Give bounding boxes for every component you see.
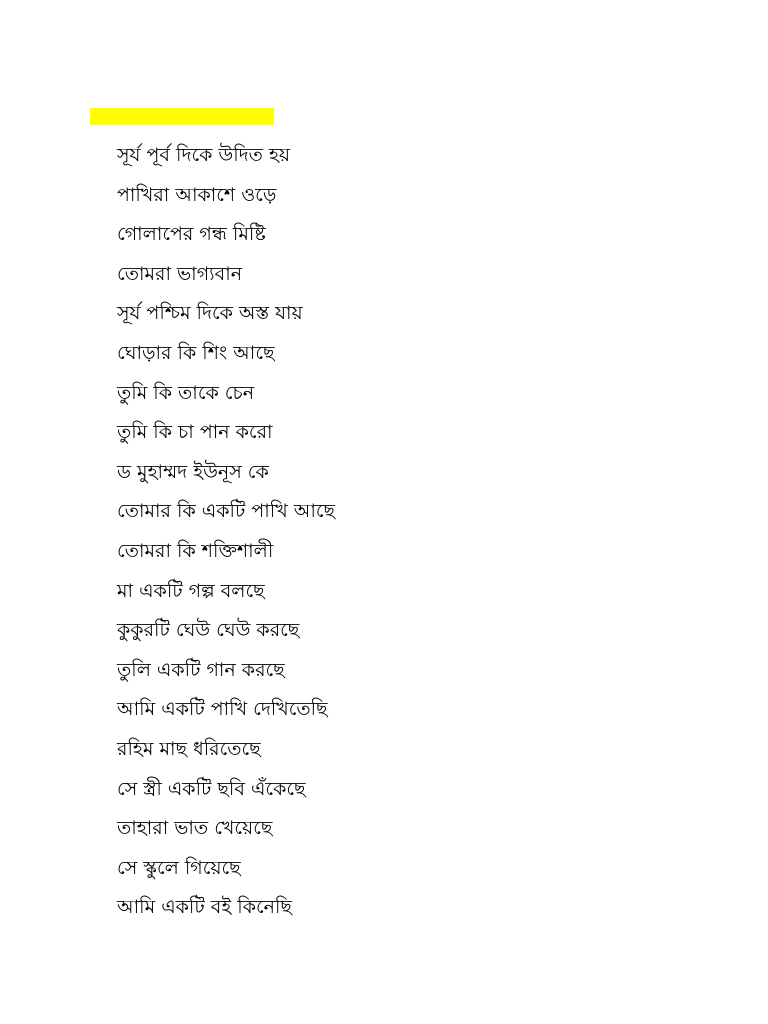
sentence-line: তোমরা ভাগ্যবান	[117, 262, 243, 285]
sentence-line: গোলাপের গন্ধ মিষ্টি	[117, 223, 266, 246]
sentence-line: রহিম মাছ ধরিতেছে	[117, 737, 261, 760]
sentence-line: তোমরা কি শক্তিশালী	[117, 539, 274, 562]
sentence-line: সে স্কুলে গিয়েছে	[117, 856, 241, 879]
sentence-line: ড মুহাম্মদ ইউনূস কে	[117, 460, 269, 483]
sentence-line: সে স্ত্রী একটি ছবি এঁকেছে	[117, 777, 306, 800]
sentence-line: তুলি একটি গান করছে	[117, 658, 285, 681]
sentence-line: আমি একটি বই কিনেছি	[117, 896, 292, 919]
sentence-line: আমি একটি পাখি দেখিতেছি	[117, 698, 328, 721]
sentence-line: তুমি কি তাকে চেন	[117, 381, 255, 404]
sentence-line: সূর্য পশ্চিম দিকে অস্ত যায়	[117, 302, 303, 325]
sentence-line: পাখিরা আকাশে ওড়ে	[117, 183, 277, 206]
sentence-line: মা একটি গল্প বলছে	[117, 579, 265, 602]
sentence-line: তাহারা ভাত খেয়েছে	[117, 817, 273, 840]
sentence-line: ঘোড়ার কি শিং আছে	[117, 341, 275, 364]
sentence-line: কুকুরটি ঘেউ ঘেউ করছে	[117, 619, 300, 642]
sentence-line: তোমার কি একটি পাখি আছে	[117, 500, 336, 523]
sentence-line: সূর্য পূর্ব দিকে উদিত হয়	[117, 144, 291, 166]
sentence-list	[117, 136, 335, 928]
sentence-line: তুমি কি চা পান করো	[117, 421, 273, 444]
highlight-bar	[90, 108, 274, 125]
